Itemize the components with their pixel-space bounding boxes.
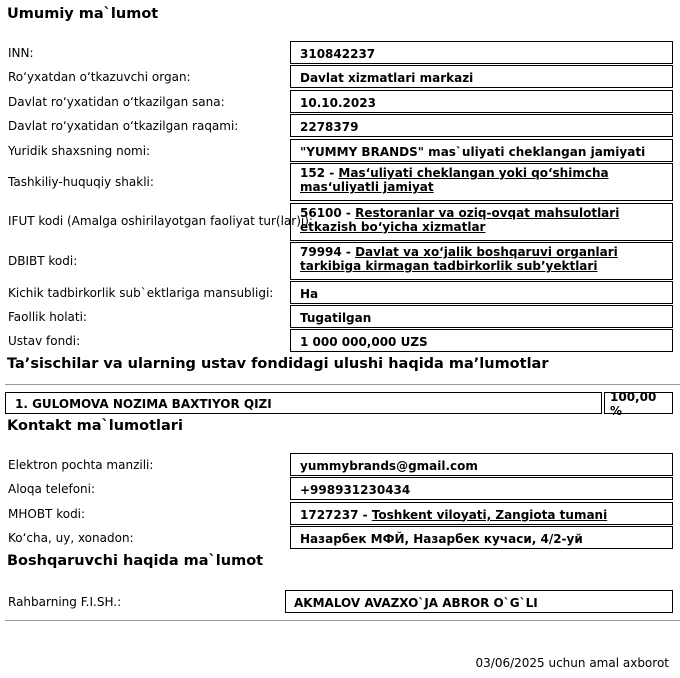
mhobt-label: MHOBT kodi: — [8, 507, 86, 521]
status-label: Faollik holati: — [8, 310, 87, 324]
ifut-link[interactable]: Restoranlar va oziq-ovqat mahsulotlari etkazish bo‘yicha xizmatlar — [300, 206, 620, 234]
status-value: Tugatilgan — [290, 305, 673, 328]
capital-label: Ustav fondi: — [8, 334, 81, 348]
inn-label: INN: — [8, 46, 34, 60]
address-label: Ko‘cha, uy, xonadon: — [8, 531, 134, 545]
bottom-divider — [5, 620, 680, 621]
legal-form-value: 152 - Mas‘uliyati cheklangan yoki qo‘shimcha mas‘uliyatli jamiyat — [290, 163, 673, 201]
section-title-general: Umumiy ma`lumot — [7, 6, 159, 22]
ifut-value: 56100 - Restoranlar va oziq-ovqat mahsulotlari etkazish bo‘yicha xizmatlar — [290, 203, 673, 241]
mhobt-value: 1727237 - Toshkent viloyati, Zangiota tumani — [290, 502, 673, 525]
email-label: Elektron pochta manzili: — [8, 458, 154, 472]
founder-name: 1. GULOMOVA NOZIMA BAXTIYOR QIZI — [5, 392, 602, 414]
section-title-contacts: Kontakt ma`lumotlari — [7, 418, 183, 434]
reg-organ-label: Ro‘yxatdan o‘tkazuvchi organ: — [8, 70, 191, 84]
dbibt-link[interactable]: Davlat va xo‘jalik boshqaruvi organlari tarkibiga kirmagan tadbirkorlik sub’yektlari — [300, 245, 618, 273]
dbibt-label: DBIBT kodi: — [8, 254, 78, 268]
phone-value: +998931230434 — [290, 477, 673, 500]
ifut-code: 56100 — [300, 206, 342, 220]
reg-organ-value: Davlat xizmatlari markazi — [290, 65, 673, 88]
reg-date-value: 10.10.2023 — [290, 90, 673, 113]
manager-name-label: Rahbarning F.I.SH.: — [8, 595, 122, 609]
reg-date-label: Davlat ro‘yxatidan o‘tkazilgan sana: — [8, 95, 225, 109]
capital-value: 1 000 000,000 UZS — [290, 329, 673, 352]
email-value: yummybrands@gmail.com — [290, 453, 673, 476]
inn-value: 310842237 — [290, 41, 673, 64]
legal-name-label: Yuridik shaxsning nomi: — [8, 144, 151, 158]
legal-form-link[interactable]: Mas‘uliyati cheklangan yoki qo‘shimcha mas‘uliyatli jamiyat — [300, 166, 609, 194]
reg-number-value: 2278379 — [290, 114, 673, 137]
section-title-manager: Boshqaruvchi haqida ma`lumot — [7, 553, 264, 569]
phone-label: Aloqa telefoni: — [8, 482, 96, 496]
manager-name-value: AKMALOV AVAZXO`JA ABROR O`G`LI — [285, 590, 673, 613]
mhobt-code: 1727237 — [300, 507, 359, 522]
ifut-label: IFUT kodi (Amalga oshirilayotgan faoliyat tur(lar)i): — [8, 214, 313, 228]
section-title-founders: Ta’sischilar va ularning ustav fondidagi ulushi haqida ma’lumotlar — [7, 356, 549, 372]
small-business-value: Ha — [290, 281, 673, 304]
footer-date-note: 03/06/2025 uchun amal axborot — [475, 656, 669, 670]
legal-name-value: "YUMMY BRANDS" mas`uliyati cheklangan jamiyati — [290, 139, 673, 162]
founder-share: 100,00 % — [604, 392, 673, 414]
address-value: Назарбек МФЙ, Назарбек кучаси, 4/2-уй — [290, 526, 673, 549]
legal-form-label: Tashkiliy-huquqiy shakli: — [8, 175, 154, 189]
dbibt-code: 79994 — [300, 245, 342, 259]
dbibt-value: 79994 - Davlat va xo‘jalik boshqaruvi organlari tarkibiga kirmagan tadbirkorlik sub’yektlari — [290, 242, 673, 280]
mhobt-link[interactable]: Toshkent viloyati, Zangiota tumani — [371, 507, 608, 522]
reg-number-label: Davlat ro‘yxatidan o‘tkazilgan raqami: — [8, 119, 239, 133]
legal-form-code: 152 — [300, 166, 326, 180]
divider — [5, 384, 680, 385]
small-business-label: Kichik tadbirkorlik sub`ektlariga mansubligi: — [8, 286, 274, 300]
